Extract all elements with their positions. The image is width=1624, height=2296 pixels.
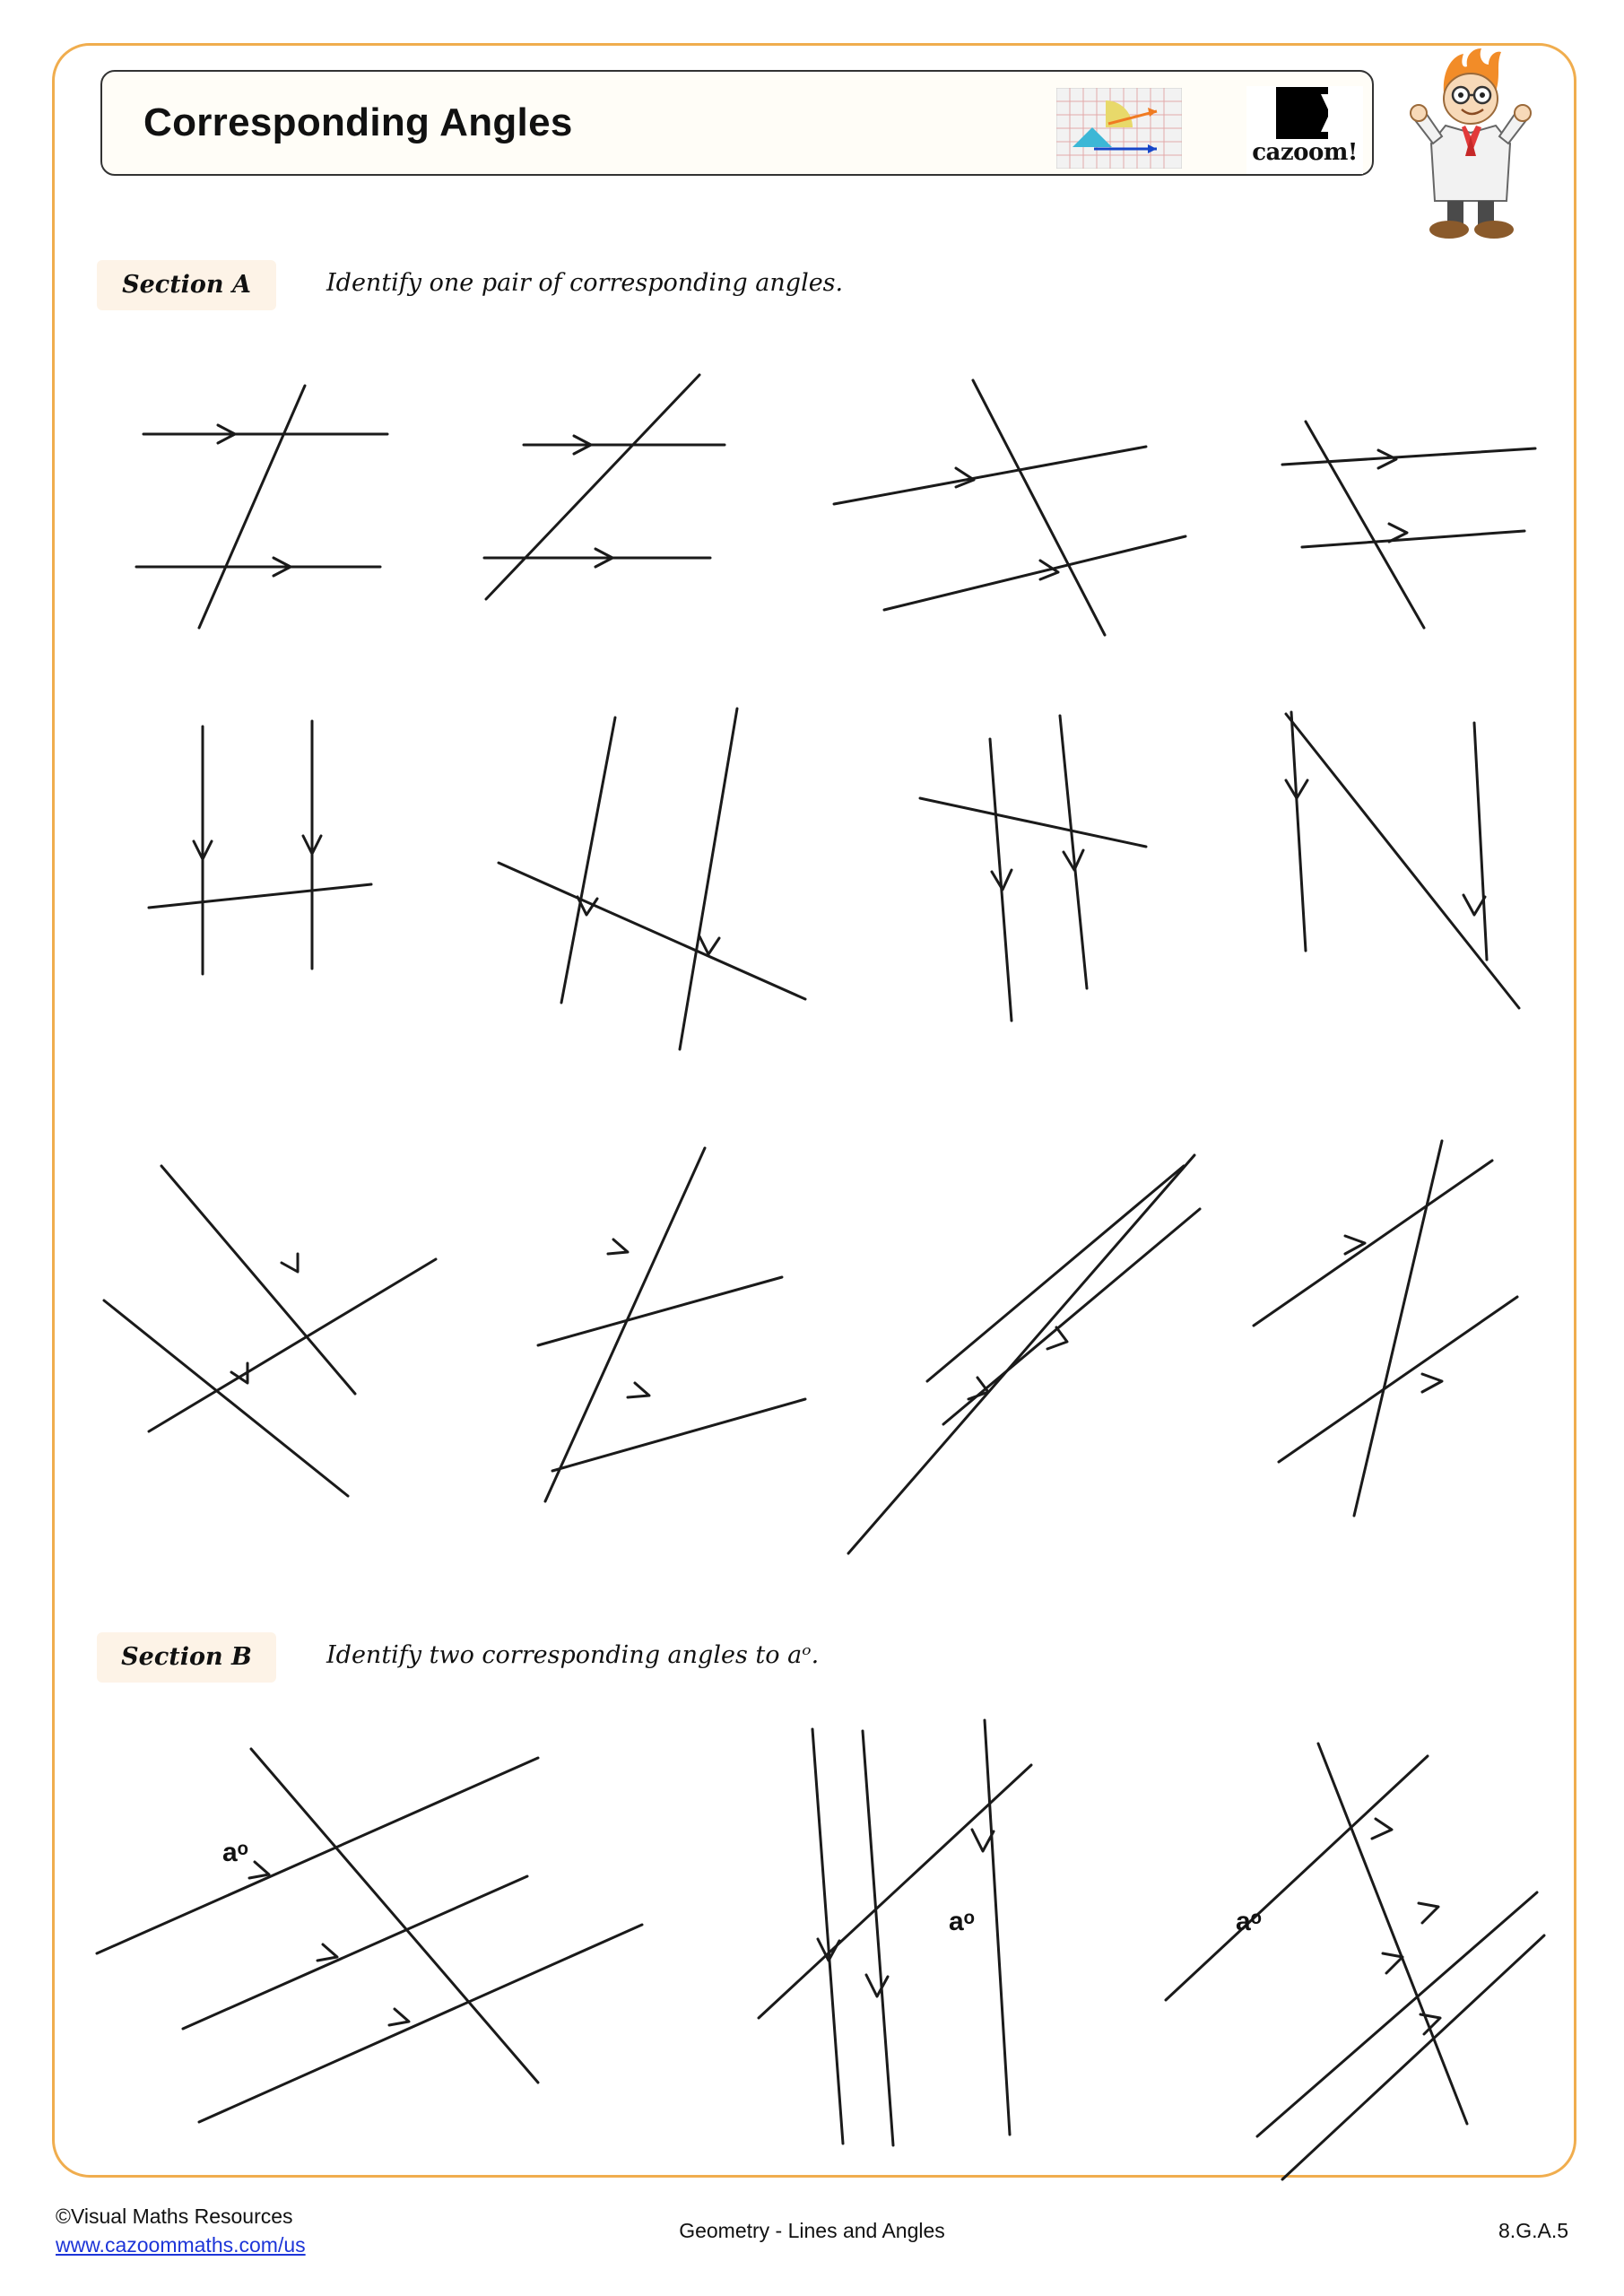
footer-copyright: ©Visual Maths Resources — [56, 2205, 293, 2228]
diagram-q1 — [136, 386, 387, 628]
diagram-q6 — [499, 709, 805, 1049]
angle-label-a3: aᵒ — [1236, 1907, 1262, 1936]
diagram-q12 — [1254, 1141, 1517, 1516]
diagram-q8 — [1286, 712, 1519, 1008]
footer — [0, 2205, 1624, 2285]
diagram-qb2 — [759, 1720, 1031, 2145]
footer-topic: Geometry - Lines and Angles — [679, 2219, 945, 2242]
diagram-q3 — [834, 380, 1185, 635]
section-a-instruction: Identify one pair of corresponding angles. — [326, 269, 844, 297]
footer-standard-code: 8.G.A.5 — [1498, 2219, 1568, 2242]
diagram-q4 — [1282, 422, 1535, 628]
footer-website-link[interactable]: www.cazoommaths.com/us — [56, 2233, 306, 2257]
diagram-q11 — [848, 1155, 1200, 1553]
diagram-q9 — [104, 1166, 436, 1496]
diagram-qb1 — [97, 1749, 642, 2122]
section-b-instruction: Identify two corresponding angles to aᵒ. — [326, 1641, 820, 1669]
page-title: Corresponding Angles — [143, 100, 573, 144]
section-b-label-text: Section B — [121, 1643, 252, 1671]
diagram-qb3 — [1166, 1744, 1544, 2179]
diagram-q7 — [920, 716, 1146, 1021]
angle-label-a2: aᵒ — [949, 1907, 975, 1936]
cazoom-logo-text: cazoom! — [1252, 139, 1358, 166]
angle-label-a1: aᵒ — [222, 1838, 248, 1867]
diagram-q5 — [149, 721, 371, 974]
diagram-q10 — [538, 1148, 805, 1501]
diagram-q2 — [484, 375, 725, 599]
section-a-label-text: Section A — [122, 271, 251, 299]
